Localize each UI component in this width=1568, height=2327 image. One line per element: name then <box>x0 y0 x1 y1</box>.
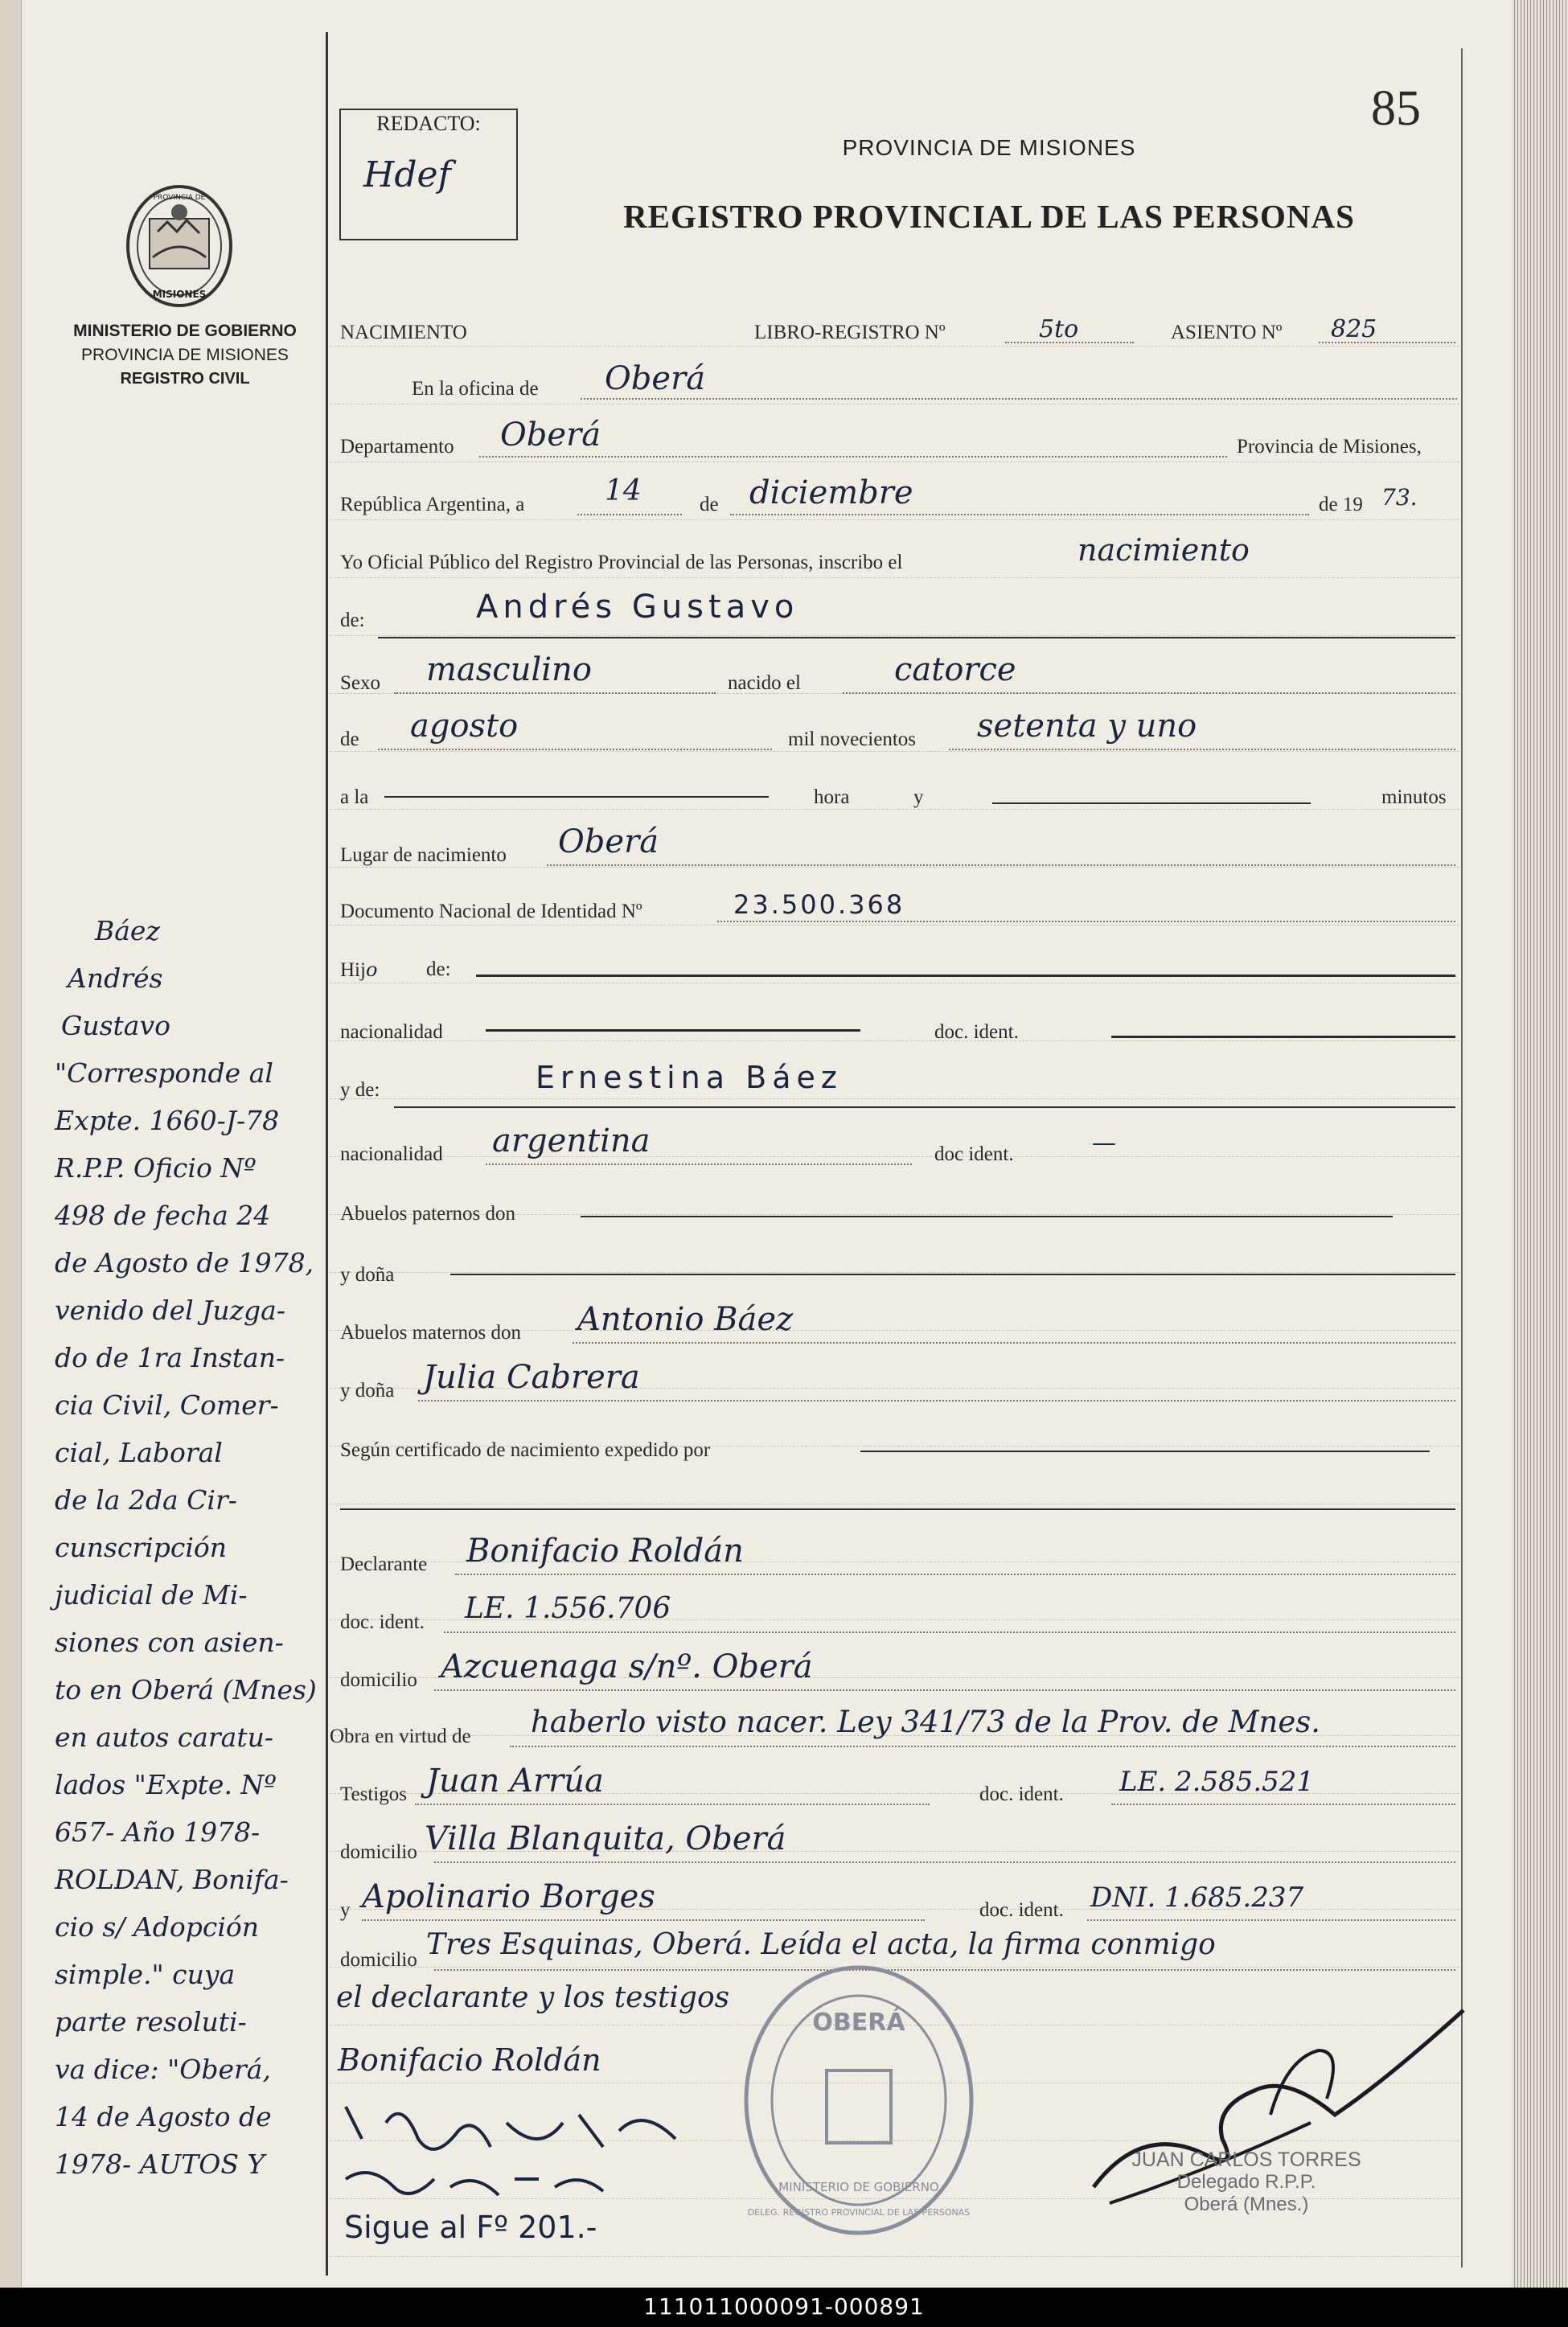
docid3-line <box>444 1631 1455 1633</box>
dia-value: 14 <box>605 474 642 507</box>
margin-rule <box>326 32 328 2276</box>
libro-label: LIBRO-REGISTRO Nº <box>754 322 946 343</box>
ruled-line <box>330 1040 1459 1041</box>
province-header: PROVINCIA DE MISIONES <box>842 135 1136 160</box>
abuelo-mat-value: Antonio Báez <box>577 1301 794 1338</box>
ruled-line <box>330 635 1459 636</box>
margin-line: Gustavo <box>61 1010 170 1041</box>
margin-line: cio s/ Adopción <box>55 1911 260 1943</box>
segun-line-2 <box>340 1508 1455 1510</box>
margin-line: "Corresponde al <box>55 1057 273 1089</box>
docid4-line <box>1111 1804 1455 1805</box>
minutos-dash <box>992 802 1311 804</box>
hijo-label <box>340 958 377 982</box>
docid5-value: DNI. 1.685.237 <box>1090 1882 1304 1914</box>
testigo1-line <box>415 1804 930 1805</box>
dia-line <box>577 514 682 515</box>
anio-nac-line <box>949 749 1455 750</box>
y-label: y <box>913 786 924 808</box>
testigo2-line <box>362 1919 925 1921</box>
madre-value: Ernestina Báez <box>536 1060 843 1095</box>
domicilio1-label: domicilio <box>340 1669 417 1691</box>
yde-label: y de: <box>340 1079 380 1101</box>
nac2-label: nacionalidad <box>340 1143 443 1165</box>
registry-title: REGISTRO PROVINCIAL DE LAS PERSONAS <box>623 198 1355 235</box>
margin-line: lados "Expte. Nº <box>55 1769 277 1800</box>
margin-line: Báez <box>95 915 160 946</box>
mes-nac-value: agosto <box>410 708 519 745</box>
officer-name: JUAN CARLOS TORRES <box>1131 2148 1361 2171</box>
departamento-line <box>479 456 1227 458</box>
margin-line: R.P.P. Oficio Nº <box>55 1152 257 1184</box>
ala-label: a la <box>340 786 369 808</box>
registry-stamp-icon <box>738 1962 979 2239</box>
margin-annotation <box>55 907 320 2188</box>
ministry-line-2: PROVINCIA DE MISIONES <box>81 346 289 364</box>
sigue-value: Sigue al Fº 201.- <box>344 2210 597 2245</box>
officer-stamp <box>1118 2148 1375 2216</box>
nac1-label: nacionalidad <box>340 1021 443 1043</box>
libro-value: 5to <box>1039 315 1079 343</box>
nacimiento-label: NACIMIENTO <box>340 322 467 343</box>
ruled-line <box>330 2256 1459 2257</box>
ydona1-line <box>450 1274 1455 1275</box>
domicilio1-line <box>434 1689 1455 1691</box>
docid5-label: doc. ident. <box>979 1899 1064 1921</box>
margin-line: judicial de Mi- <box>55 1579 248 1611</box>
nac1-line <box>486 1029 860 1032</box>
docid2-value: — <box>1092 1129 1116 1157</box>
margin-line: ROLDAN, Bonifa- <box>55 1864 289 1895</box>
margin-line: 1978- AUTOS Y <box>55 2148 265 2180</box>
abuelos-pat-label: Abuelos paternos don <box>340 1203 516 1225</box>
hijo-label-text: Hij <box>340 959 366 981</box>
docid1-line <box>1111 1036 1455 1038</box>
domicilio2-label: domicilio <box>340 1841 417 1863</box>
margin-line: venido del Juzga- <box>55 1295 285 1326</box>
officer-place: Oberá (Mnes.) <box>1184 2194 1309 2215</box>
testigo2-value: Apolinario Borges <box>362 1878 655 1915</box>
abuelos-mat-line <box>573 1342 1455 1344</box>
margin-line: cia Civil, Comer- <box>55 1389 279 1421</box>
abuelos-pat-line <box>581 1216 1393 1217</box>
ydona2-label: y doña <box>340 1380 395 1402</box>
testigo1-value: Juan Arrúa <box>426 1763 604 1800</box>
margin-line: de la 2da Cir- <box>55 1484 237 1516</box>
firma-declarante: Bonifacio Roldán <box>338 2042 601 2078</box>
dni-value: 23.500.368 <box>733 889 905 920</box>
departamento-label: Departamento <box>340 436 454 458</box>
margin-line: Expte. 1660-J-78 <box>55 1105 280 1136</box>
ydona1-label: y doña <box>340 1264 395 1286</box>
docid4-value: LE. 2.585.521 <box>1119 1766 1315 1798</box>
margin-line: cial, Laboral <box>55 1437 223 1468</box>
republica-label: República Argentina, a <box>340 494 525 515</box>
sexo-value: masculino <box>426 651 592 688</box>
stamp-text: DELEG. REGISTRO PROVINCIAL DE LAS PERSONAS <box>747 2207 971 2218</box>
nombre-line <box>378 637 1455 638</box>
abuela-mat-value: Julia Cabrera <box>423 1359 640 1396</box>
lugar-label: Lugar de nacimiento <box>340 844 507 866</box>
ruled-line <box>330 751 1459 752</box>
ministry-line-3: REGISTRO CIVIL <box>120 370 250 388</box>
padre-line <box>476 975 1455 977</box>
sexo-label: Sexo <box>340 672 380 694</box>
ministry-block <box>48 322 322 388</box>
footer-id: 111011000091-000891 <box>643 2293 925 2320</box>
oficina-label: En la oficina de <box>412 378 539 400</box>
domicilio3-value: Tres Esquinas, Oberá. Leída el acta, la firma conmigo <box>426 1928 1216 1961</box>
lugar-line <box>547 864 1455 866</box>
docid3-label: doc. ident. <box>340 1611 425 1633</box>
seal-bottom-text: MISIONES <box>152 289 207 300</box>
mil-label: mil novecientos <box>788 728 916 750</box>
de-label: de <box>700 494 719 515</box>
ruled-line <box>330 867 1459 868</box>
redacto-box <box>339 109 518 240</box>
docid2-label: doc ident. <box>934 1143 1014 1165</box>
obra-label: Obra en virtud de <box>330 1726 471 1747</box>
margin-line: simple." cuya <box>55 1959 236 1990</box>
lugar-value: Oberá <box>558 823 659 860</box>
docid3-value: LE. 1.556.706 <box>465 1592 671 1625</box>
declarante-line <box>455 1574 1455 1575</box>
docid5-line <box>1087 1919 1455 1921</box>
domicilio2-line <box>434 1861 1455 1863</box>
ruled-line <box>330 1098 1459 1099</box>
ydona2-line <box>418 1400 1455 1402</box>
redacto-value: Hdef <box>363 154 451 195</box>
dni-line <box>717 921 1455 922</box>
ala-dash <box>384 796 769 798</box>
margin-line: 657- Año 1978- <box>55 1816 261 1848</box>
nacido-label: nacido el <box>728 672 801 694</box>
ruled-line <box>330 346 1459 347</box>
margin-line: cunscripción <box>55 1532 228 1563</box>
witness-signatures-icon <box>338 2091 740 2219</box>
asiento-value: 825 <box>1331 315 1377 343</box>
seal-top-text: PROVINCIA DE <box>153 194 206 202</box>
nacido-line <box>843 692 1455 694</box>
margin-line: de Agosto de 1978, <box>55 1247 314 1278</box>
obra-value: haberlo visto nacer. Ley 341/73 de la Prov. de Mnes. <box>531 1705 1320 1739</box>
margin-line: 14 de Agosto de <box>55 2101 272 2132</box>
abuelos-mat-label: Abuelos maternos don <box>340 1322 521 1344</box>
anio-label: de 19 <box>1319 494 1363 515</box>
page-number: 85 <box>1371 81 1421 136</box>
ministry-line-1: MINISTERIO DE GOBIERNO <box>73 322 297 340</box>
margin-line: Andrés <box>68 962 163 994</box>
oficina-line <box>581 398 1457 400</box>
docid4-label: doc. ident. <box>979 1783 1064 1805</box>
domicilio3-label: domicilio <box>340 1949 417 1971</box>
oficial-value: nacimiento <box>1077 532 1250 568</box>
segun-label: Según certificado de nacimiento expedido por <box>340 1439 711 1461</box>
ruled-line <box>330 519 1459 520</box>
mes-value: diciembre <box>749 474 913 511</box>
asiento-label: ASIENTO Nº <box>1171 322 1283 343</box>
madre-line <box>394 1106 1455 1108</box>
margin-line: va dice: "Oberá, <box>55 2054 271 2085</box>
nac2-value: argentina <box>492 1122 651 1159</box>
docid1-label: doc. ident. <box>934 1021 1019 1043</box>
ruled-line <box>330 809 1459 810</box>
mes-nac-line <box>378 749 772 750</box>
minutos-label: minutos <box>1381 786 1447 808</box>
testigos-label: Testigos <box>340 1783 407 1805</box>
ruled-line <box>330 577 1459 578</box>
provincial-seal-icon <box>122 180 236 315</box>
departamento-value: Oberá <box>500 417 601 453</box>
right-rule <box>1461 48 1463 2267</box>
officer-role: Delegado R.P.P. <box>1176 2171 1316 2193</box>
anio-nac-value: setenta y uno <box>977 708 1197 745</box>
margin-line: 498 de fecha 24 <box>55 1200 271 1231</box>
ruled-line <box>330 1272 1459 1273</box>
y2-label: y <box>340 1899 351 1921</box>
margin-line: do de 1ra Instan- <box>55 1342 285 1373</box>
domicilio1-value: Azcuenaga s/nº. Oberá <box>441 1648 813 1685</box>
nacido-value: catorce <box>894 651 1016 688</box>
declarante-value: Bonifacio Roldán <box>466 1533 744 1570</box>
dni-label: Documento Nacional de Identidad Nº <box>340 901 642 922</box>
sexo-line <box>394 692 716 694</box>
hijo-suffix: o <box>365 958 378 981</box>
anio-value: 73. <box>1381 484 1418 511</box>
provincia-suffix: Provincia de Misiones, <box>1237 436 1422 458</box>
stamp-ministry: MINISTERIO DE GOBIERNO <box>778 2180 939 2194</box>
de3-label: de <box>340 728 359 750</box>
margin-line: en autos caratu- <box>55 1722 274 1753</box>
oficina-value: Oberá <box>605 360 706 397</box>
de2-label: de: <box>340 609 365 631</box>
redacto-label: REDACTO: <box>376 112 481 135</box>
mes-line <box>730 514 1309 515</box>
nac2-line <box>486 1164 912 1165</box>
nombre-value: Andrés Gustavo <box>476 589 799 626</box>
book-spine <box>0 0 22 2288</box>
segun-line <box>860 1451 1430 1452</box>
obra-line <box>510 1746 1455 1747</box>
domicilio2-value: Villa Blanquita, Oberá <box>425 1820 786 1857</box>
hijo-de-label: de: <box>426 958 451 980</box>
stamp-city: OBERÁ <box>812 2009 905 2037</box>
cierre-value: el declarante y los testigos <box>336 1981 730 2014</box>
oficial-text: Yo Oficial Público del Registro Provincial de las Personas, inscribo el <box>340 552 903 573</box>
page-edges <box>1512 0 1568 2288</box>
margin-line: to en Oberá (Mnes) <box>55 1674 317 1705</box>
margin-line: siones con asien- <box>55 1627 284 1658</box>
declarante-label: Declarante <box>340 1553 428 1575</box>
hora-label: hora <box>814 786 850 808</box>
margin-line: parte resoluti- <box>55 2006 247 2038</box>
